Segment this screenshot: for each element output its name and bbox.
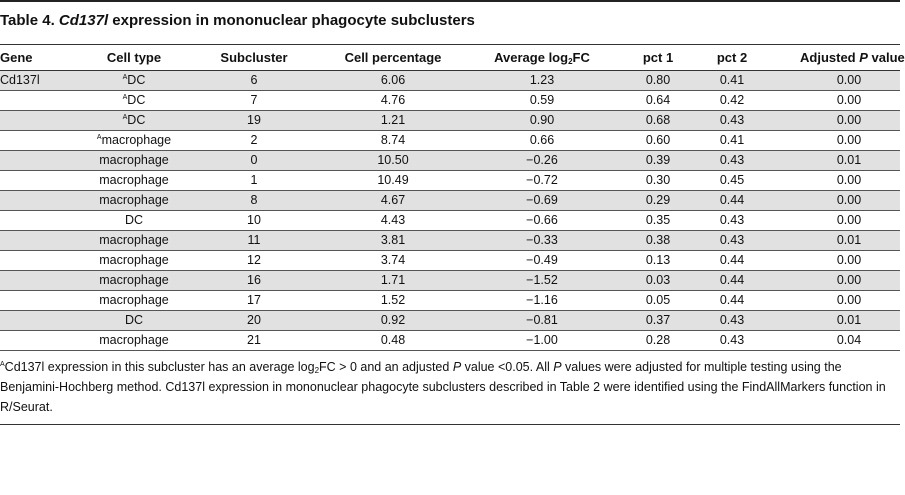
cell-type-text: DC <box>124 213 144 227</box>
cell-pct2-text: 0.42 <box>719 93 745 107</box>
cell-subcluster <box>214 131 294 151</box>
cell-subcluster-text: 11 <box>247 233 261 247</box>
cell-subcluster-text: 7 <box>250 93 258 107</box>
cell-pct2-text: 0.44 <box>719 253 745 267</box>
cell-subcluster <box>214 71 294 91</box>
cell-pct1 <box>622 291 694 311</box>
cell-type-text: macrophage <box>99 253 169 267</box>
cell-type <box>86 311 182 331</box>
footnote-subscript: 2 <box>314 366 320 375</box>
cell-type <box>86 331 182 351</box>
cell-percentage <box>340 331 446 351</box>
cell-type <box>86 271 182 291</box>
title-gene: Cd137l <box>58 12 109 29</box>
table-row <box>0 311 900 331</box>
cell-percentage-text: 4.43 <box>380 213 406 227</box>
cell-pct2 <box>702 331 762 351</box>
table-row <box>0 91 900 111</box>
footnote-part4: values were adjusted for multiple testing using the Benjamini-Hochberg method. Cd137l expression in mononuclear phagocyte subclusters described in Table 2 were identified using the FindAllMarkers function in R/Seurat. <box>0 360 886 414</box>
cell-type-text: macrophage <box>99 273 169 287</box>
cell-type <box>86 151 182 171</box>
cell-adjusted-p-text: 0.00 <box>836 253 862 267</box>
cell-subcluster <box>214 311 294 331</box>
cell-type <box>86 111 182 131</box>
cell-adjusted-p-text: 0.00 <box>836 73 862 87</box>
cell-pct2 <box>702 231 762 251</box>
cell-adjusted-p <box>800 251 898 271</box>
cell-pct1-text: 0.80 <box>645 73 671 87</box>
cell-adjusted-p-text: 0.00 <box>836 273 862 287</box>
cell-type <box>86 71 182 91</box>
header-subcluster: Subcluster <box>220 50 288 65</box>
table-row <box>0 211 900 231</box>
cell-pct2-text: 0.43 <box>719 153 745 167</box>
cell-average-log2fc <box>490 291 594 311</box>
cell-pct2-text: 0.43 <box>719 233 745 247</box>
cell-percentage <box>340 91 446 111</box>
cell-average-log2fc-text: 0.59 <box>529 93 555 107</box>
table-header <box>0 46 905 70</box>
cell-average-log2fc-text: −0.81 <box>526 313 558 327</box>
cell-average-log2fc-text: 0.90 <box>529 113 555 127</box>
footnote-part2: FC > 0 and an adjusted <box>319 360 453 374</box>
footnote-part1: Cd137l expression in this subcluster has an average log <box>4 360 315 374</box>
cell-pct1-text: 0.68 <box>645 113 671 127</box>
footnote-reference-mark: A <box>122 74 128 81</box>
footnote-reference-mark: A <box>96 134 102 141</box>
cell-average-log2fc-text: −0.26 <box>526 153 558 167</box>
cell-type-text: macrophage <box>99 173 169 187</box>
table-row <box>0 231 900 251</box>
cell-type-text: DC <box>124 313 144 327</box>
cell-pct2-text: 0.43 <box>719 333 745 347</box>
cell-subcluster-text: 2 <box>250 133 258 147</box>
cell-adjusted-p <box>800 311 898 331</box>
table-footnote <box>0 357 900 417</box>
cell-subcluster-text: 6 <box>250 73 258 87</box>
header-pct1: pct 1 <box>642 50 674 65</box>
footnote-mark: A <box>0 361 5 368</box>
cell-pct1 <box>622 231 694 251</box>
header-average-log2fc <box>490 46 594 70</box>
cell-gene-text: Cd137l <box>0 73 40 87</box>
cell-pct1-text: 0.39 <box>645 153 671 167</box>
cell-average-log2fc-text: −0.66 <box>526 213 558 227</box>
cell-average-log2fc <box>490 111 594 131</box>
cell-pct1-text: 0.35 <box>645 213 671 227</box>
cell-adjusted-p <box>800 271 898 291</box>
cell-pct1 <box>622 311 694 331</box>
table-row <box>0 111 900 131</box>
title-prefix: Table 4. <box>0 12 59 29</box>
cell-subcluster-text: 1 <box>250 173 258 187</box>
cell-pct1 <box>622 191 694 211</box>
cell-pct1-text: 0.38 <box>645 233 671 247</box>
header-avg-subscript: 2 <box>568 57 573 66</box>
cell-average-log2fc-text: −0.33 <box>526 233 558 247</box>
cell-pct1-text: 0.03 <box>645 273 671 287</box>
cell-average-log2fc <box>490 211 594 231</box>
top-rule <box>0 0 900 2</box>
cell-pct2 <box>702 91 762 111</box>
cell-adjusted-p <box>800 151 898 171</box>
cell-type <box>86 291 182 311</box>
cell-percentage-text: 4.67 <box>380 193 406 207</box>
cell-subcluster-text: 21 <box>247 333 261 347</box>
cell-type <box>86 91 182 111</box>
header-adj-suffix: value <box>867 50 905 65</box>
cell-pct2-text: 0.41 <box>719 133 745 147</box>
cell-pct1 <box>622 271 694 291</box>
cell-pct1 <box>622 71 694 91</box>
footnote-reference-mark: A <box>122 94 128 101</box>
cell-average-log2fc <box>490 131 594 151</box>
cell-average-log2fc <box>490 251 594 271</box>
table-row <box>0 191 900 211</box>
cell-percentage-text: 4.76 <box>380 93 406 107</box>
cell-average-log2fc-text: −0.49 <box>526 253 558 267</box>
header-adj-prefix: Adjusted <box>800 50 860 65</box>
table-row <box>0 171 900 191</box>
cell-subcluster-text: 19 <box>247 113 261 127</box>
table-row <box>0 271 900 291</box>
cell-average-log2fc <box>490 311 594 331</box>
cell-adjusted-p <box>800 211 898 231</box>
cell-subcluster-text: 12 <box>247 253 261 267</box>
cell-percentage <box>340 71 446 91</box>
cell-average-log2fc-text: −1.00 <box>526 333 558 347</box>
cell-type-text: macrophage <box>101 133 172 147</box>
cell-percentage <box>340 291 446 311</box>
cell-subcluster <box>214 171 294 191</box>
cell-subcluster <box>214 111 294 131</box>
cell-subcluster <box>214 291 294 311</box>
cell-type <box>86 171 182 191</box>
cell-type <box>86 231 182 251</box>
cell-percentage-text: 10.50 <box>377 153 409 167</box>
cell-pct2 <box>702 151 762 171</box>
cell-adjusted-p <box>800 91 898 111</box>
cell-average-log2fc <box>490 71 594 91</box>
cell-pct2 <box>702 271 762 291</box>
cell-pct2 <box>702 191 762 211</box>
cell-percentage-text: 8.74 <box>380 133 406 147</box>
cell-type-text: DC <box>127 113 146 127</box>
cell-pct1 <box>622 91 694 111</box>
cell-pct2 <box>702 291 762 311</box>
cell-average-log2fc <box>490 231 594 251</box>
cell-average-log2fc <box>490 191 594 211</box>
cell-average-log2fc <box>490 151 594 171</box>
header-adj-p-italic: P <box>859 50 868 65</box>
cell-type-text: macrophage <box>99 153 169 167</box>
title-rest: expression in mononuclear phagocyte subclusters <box>108 12 475 29</box>
cell-subcluster-text: 17 <box>247 293 261 307</box>
cell-adjusted-p <box>800 331 898 351</box>
cell-percentage <box>340 111 446 131</box>
header-cell-percentage: Cell percentage <box>344 50 442 65</box>
cell-pct2 <box>702 111 762 131</box>
cell-adjusted-p <box>800 291 898 311</box>
cell-gene <box>0 71 40 91</box>
cell-percentage-text: 1.71 <box>380 273 406 287</box>
cell-pct1 <box>622 211 694 231</box>
cell-type-text: DC <box>127 73 146 87</box>
cell-adjusted-p <box>800 231 898 251</box>
cell-percentage <box>340 271 446 291</box>
cell-pct2 <box>702 131 762 151</box>
cell-subcluster-text: 10 <box>247 213 261 227</box>
footnote-p2: P <box>553 360 562 374</box>
cell-adjusted-p-text: 0.01 <box>836 313 862 327</box>
table-row <box>0 251 900 271</box>
cell-adjusted-p <box>800 111 898 131</box>
cell-adjusted-p-text: 0.04 <box>836 333 862 347</box>
table-row <box>0 151 900 171</box>
footnote-p1: P <box>452 360 462 374</box>
cell-type <box>86 191 182 211</box>
cell-subcluster <box>214 251 294 271</box>
cell-subcluster-text: 8 <box>250 193 258 207</box>
cell-pct2-text: 0.44 <box>719 273 745 287</box>
cell-subcluster-text: 16 <box>247 273 261 287</box>
cell-average-log2fc-text: −0.72 <box>526 173 558 187</box>
cell-pct1 <box>622 331 694 351</box>
table-row <box>0 291 900 311</box>
cell-subcluster <box>214 331 294 351</box>
cell-pct2-text: 0.44 <box>719 293 745 307</box>
cell-subcluster-text: 0 <box>250 153 258 167</box>
cell-adjusted-p <box>800 171 898 191</box>
cell-pct2-text: 0.44 <box>719 193 745 207</box>
cell-pct1 <box>622 111 694 131</box>
header-avg-suffix: FC <box>572 50 590 65</box>
cell-pct1-text: 0.29 <box>645 193 671 207</box>
footnote-part3: value <0.05. All <box>461 360 554 374</box>
cell-average-log2fc <box>490 91 594 111</box>
cell-percentage <box>340 171 446 191</box>
cell-average-log2fc <box>490 171 594 191</box>
cell-type-text: DC <box>127 93 146 107</box>
cell-pct2 <box>702 71 762 91</box>
cell-type <box>86 131 182 151</box>
cell-percentage <box>340 131 446 151</box>
cell-average-log2fc <box>490 271 594 291</box>
footnote-reference-mark: A <box>122 114 128 121</box>
cell-subcluster <box>214 211 294 231</box>
cell-type-text: macrophage <box>99 333 169 347</box>
header-cell-type: Cell type <box>106 50 162 65</box>
table-row <box>0 331 900 351</box>
cell-average-log2fc-text: −1.16 <box>526 293 558 307</box>
bottom-rule <box>0 424 900 425</box>
cell-pct1-text: 0.30 <box>645 173 671 187</box>
cell-pct1 <box>622 151 694 171</box>
cell-subcluster <box>214 191 294 211</box>
cell-type <box>86 251 182 271</box>
cell-percentage-text: 3.74 <box>380 253 406 267</box>
cell-adjusted-p-text: 0.00 <box>836 93 862 107</box>
table-title <box>0 12 475 29</box>
cell-adjusted-p-text: 0.00 <box>836 173 862 187</box>
cell-subcluster <box>214 231 294 251</box>
header-gene: Gene <box>0 50 33 65</box>
cell-pct2 <box>702 311 762 331</box>
cell-pct2-text: 0.43 <box>719 213 745 227</box>
cell-adjusted-p-text: 0.00 <box>836 133 862 147</box>
cell-type-text: macrophage <box>99 293 169 307</box>
cell-percentage-text: 0.48 <box>380 333 406 347</box>
table-row <box>0 71 900 91</box>
cell-adjusted-p <box>800 191 898 211</box>
cell-percentage-text: 6.06 <box>380 73 406 87</box>
cell-adjusted-p <box>800 71 898 91</box>
cell-pct2-text: 0.43 <box>719 113 745 127</box>
cell-adjusted-p-text: 0.01 <box>836 233 862 247</box>
cell-average-log2fc <box>490 331 594 351</box>
cell-pct1-text: 0.60 <box>645 133 671 147</box>
cell-percentage-text: 10.49 <box>377 173 409 187</box>
header-pct2: pct 2 <box>716 50 748 65</box>
table-row <box>0 131 900 151</box>
cell-average-log2fc-text: 1.23 <box>529 73 555 87</box>
cell-pct1-text: 0.28 <box>645 333 671 347</box>
cell-percentage <box>340 191 446 211</box>
cell-percentage-text: 1.52 <box>380 293 406 307</box>
cell-subcluster <box>214 91 294 111</box>
cell-adjusted-p-text: 0.00 <box>836 213 862 227</box>
cell-subcluster <box>214 151 294 171</box>
cell-adjusted-p-text: 0.00 <box>836 193 862 207</box>
cell-average-log2fc-text: −0.69 <box>526 193 558 207</box>
cell-pct2 <box>702 171 762 191</box>
cell-adjusted-p <box>800 131 898 151</box>
cell-pct2 <box>702 211 762 231</box>
cell-type-text: macrophage <box>99 193 169 207</box>
cell-percentage-text: 0.92 <box>380 313 406 327</box>
cell-pct2-text: 0.41 <box>719 73 745 87</box>
cell-type-text: macrophage <box>99 233 169 247</box>
cell-percentage <box>340 251 446 271</box>
cell-pct1-text: 0.37 <box>645 313 671 327</box>
header-avg-prefix: Average log <box>494 50 569 65</box>
header-adjusted-p <box>800 46 905 70</box>
cell-adjusted-p-text: 0.01 <box>836 153 862 167</box>
cell-pct2-text: 0.45 <box>719 173 745 187</box>
cell-adjusted-p-text: 0.00 <box>836 293 862 307</box>
cell-pct1 <box>622 171 694 191</box>
cell-average-log2fc-text: 0.66 <box>529 133 555 147</box>
cell-type <box>86 211 182 231</box>
cell-pct1-text: 0.05 <box>645 293 671 307</box>
cell-percentage-text: 3.81 <box>380 233 406 247</box>
cell-percentage-text: 1.21 <box>380 113 406 127</box>
cell-pct1 <box>622 251 694 271</box>
cell-pct1-text: 0.64 <box>645 93 671 107</box>
cell-subcluster-text: 20 <box>247 313 261 327</box>
cell-percentage <box>340 151 446 171</box>
cell-subcluster <box>214 271 294 291</box>
cell-percentage <box>340 231 446 251</box>
cell-percentage <box>340 311 446 331</box>
cell-pct1-text: 0.13 <box>645 253 671 267</box>
table-body <box>0 71 900 351</box>
cell-adjusted-p-text: 0.00 <box>836 113 862 127</box>
cell-average-log2fc-text: −1.52 <box>526 273 558 287</box>
header-top-rule <box>0 44 900 45</box>
cell-pct2 <box>702 251 762 271</box>
cell-pct1 <box>622 131 694 151</box>
cell-percentage <box>340 211 446 231</box>
cell-pct2-text: 0.43 <box>719 313 745 327</box>
